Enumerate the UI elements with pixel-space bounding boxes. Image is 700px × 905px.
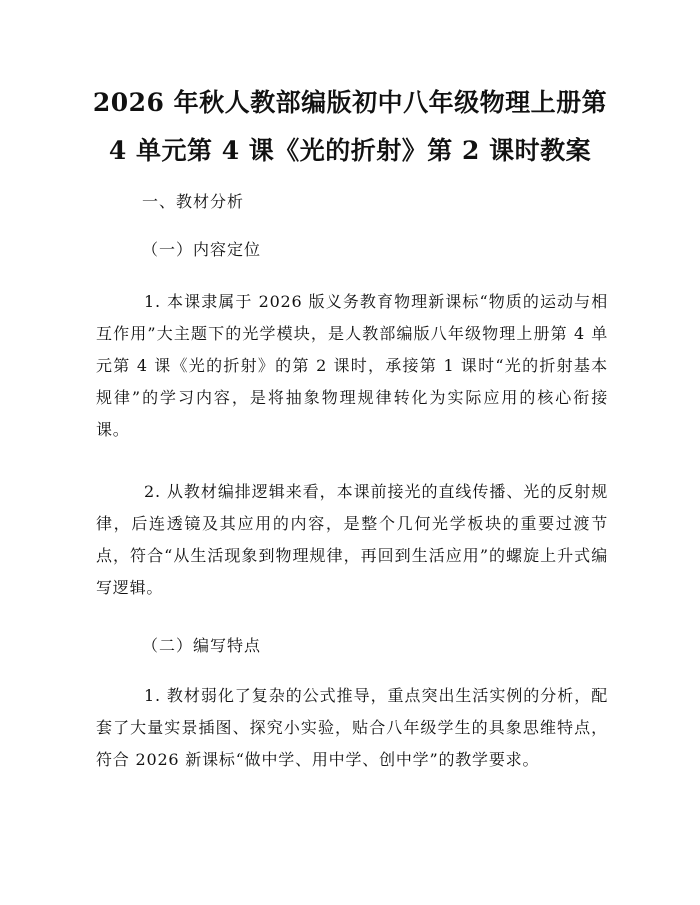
subsection-heading-writing-features: （二）编写特点 [142,636,262,655]
paragraph-2: 2. 从教材编排逻辑来看，本课前接光的直线传播、光的反射规律，后连透镜及其应用的内容，是整个几何光学板块的重要过渡节点，符合“从生活现象到物理规律，再回到生活应用”的螺旋上升式编写逻辑。 [96,482,608,597]
document-title-line-1: 2026 年秋人教部编版初中八年级物理上册第 [92,88,608,117]
subsection-heading-content-positioning: （一）内容定位 [142,240,262,259]
paragraph-1: 1. 本课隶属于 2026 版义务教育物理新课标“物质的运动与相互作用”大主题下的光学模块，是人教部编版八年级物理上册第 4 单元第 4 课《光的折射》的第 2 课时，承接第 1 课时“光的折射基本规律”的学习内容，是将抽象物理规律转化为实际应用的核心衔接课。 [96,292,608,439]
paragraph-3: 1. 教材弱化了复杂的公式推导，重点突出生活实例的分析，配套了大量实景插图、探究小实验，贴合八年级学生的具象思维特点，符合 2026 新课标“做中学、用中学、创中学”的教学要求。 [96,686,608,769]
document-title-line-2: 4 单元第 4 课《光的折射》第 2 课时教案 [108,136,592,165]
section-heading-textbook-analysis: 一、教材分析 [142,192,245,211]
